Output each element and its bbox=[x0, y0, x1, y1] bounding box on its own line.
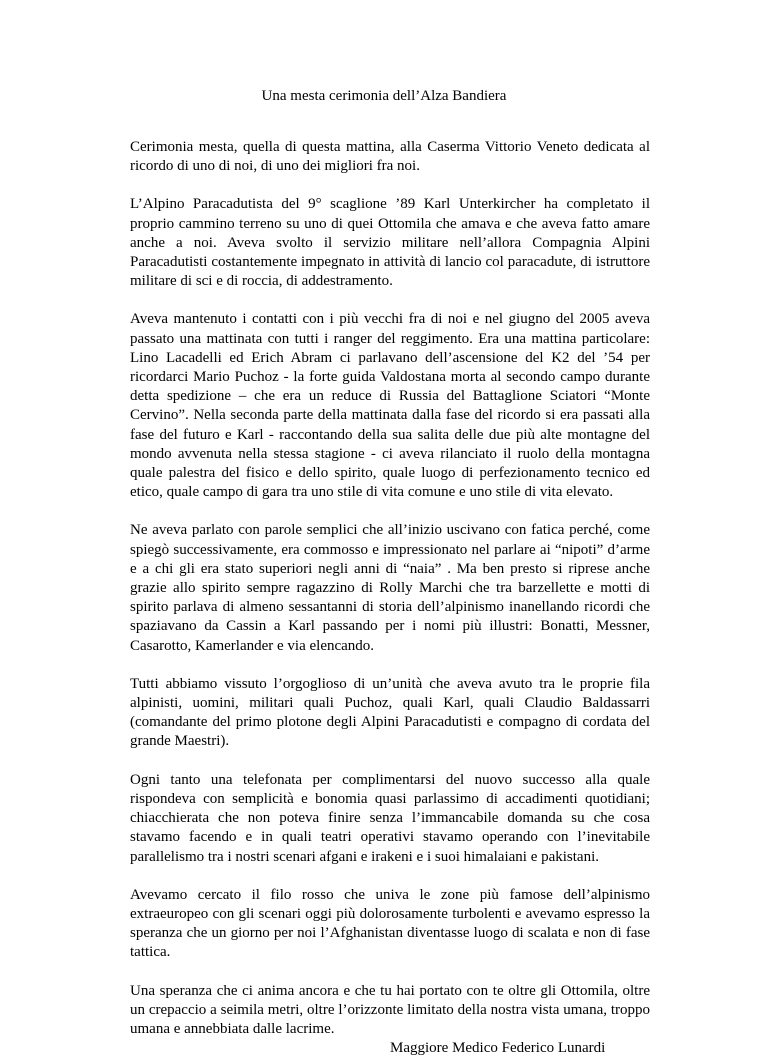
paragraph-3: Aveva mantenuto i contatti con i più vecchi fra di noi e nel giugno del 2005 aveva passato una mattinata con tutti i ranger del reggimento. Era una mattina particolare: Lino Lacadelli ed Erich Abram ci parlavano dell’ascensione del K2 del ’54 per ricordarci Mario Puchoz - la forte guida Valdostana morta al secondo campo durante detta spedizione – che era un reduce di Russia del Battaglione Sciatori “Monte Cervino”. Nella seconda parte della mattinata dalla fase del ricordo si era passati alla fase del futuro e Karl - raccontando della sua salita delle due più alte montagne del mondo avvenuta nella stessa stagione - ci aveva rilanciato il ruolo della montagna quale palestra del fisico e dello spirito, quale luogo di perfezionamento tecnico ed etico, quale campo di gara tra uno stile di vita comune e uno stile di vita elevato. bbox=[130, 311, 650, 501]
paragraph-7: Avevamo cercato il filo rosso che univa le zone più famose dell’alpinismo extraeuropeo con gli scenari oggi più dolorosamente turbolenti e avevamo espresso la speranza che un giorno per noi l’Afghanistan diventasse luogo di scalata e non di fase tattica. bbox=[130, 886, 650, 961]
paragraph-8: Una speranza che ci anima ancora e che tu hai portato con te oltre gli Ottomila, oltre un crepaccio a seimila metri, oltre l’orizzonte limitato della nostra vista umana, troppo umana e annebbiata dalle lacrime. bbox=[130, 982, 650, 1037]
paragraph-6: Ogni tanto una telefonata per complimentarsi del nuovo successo alla quale rispondeva con semplicità e bonomia quasi parlassimo di accadimenti quotidiani; chiacchierata che non poteva finire senza l’immancabile domanda su che cosa stavamo facendo e in quali teatri operativi stavamo operando con l’inevitabile parallelismo tra i nostri scenari afgani e irakeni e i suoi himalaiani e pakistani. bbox=[130, 771, 650, 865]
paragraph-2: L’Alpino Paracadutista del 9° scaglione ’89 Karl Unterkircher ha completato il proprio cammino terreno su uno di quei Ottomila che amava e che aveva fatto amare anche a noi. Aveva svolto il servizio militare nell’allora Compagnia Alpini Paracadutisti costantemente impegnato in attività di lancio col paracadute, di istruttore militare di sci e di roccia, di addestramento. bbox=[130, 196, 650, 290]
paragraph-1: Cerimonia mesta, quella di questa mattina, alla Caserma Vittorio Veneto dedicata al ricordo di uno di noi, di uno dei migliori fra noi. bbox=[130, 139, 650, 175]
paragraph-4: Ne aveva parlato con parole semplici che all’inizio uscivano con fatica perché, come spiegò successivamente, era commosso e impressionato nel parlare ai “nipoti” d’arme e a chi gli era stato superiori negli anni di “naia” . Ma ben presto si riprese anche grazie allo spirito sempre ragazzino di Rolly Marchi che tra barzellette e motti di spirito parlava di almeno sessantanni di storia dell’alpinismo inanellando ricordi che spaziavano da Cassin a Karl passando per i nomi più illustri: Bonatti, Messner, Casarotto, Kamerlander e via elencando. bbox=[130, 522, 650, 654]
paragraph-5: Tutti abbiamo vissuto l’orgoglioso di un’unità che aveva avuto tra le proprie fila alpinisti, uomini, militari quali Puchoz, quali Karl, quali Claudio Baldassarri (comandante del primo plotone degli Alpini Paracadutisti e compagno di cordata del grande Maestri). bbox=[130, 675, 650, 750]
document-title: Una mesta cerimonia dell’Alza Bandiera bbox=[261, 88, 507, 104]
document-body bbox=[130, 138, 650, 1058]
signature: Maggiore Medico Federico Lunardi bbox=[390, 1040, 606, 1057]
